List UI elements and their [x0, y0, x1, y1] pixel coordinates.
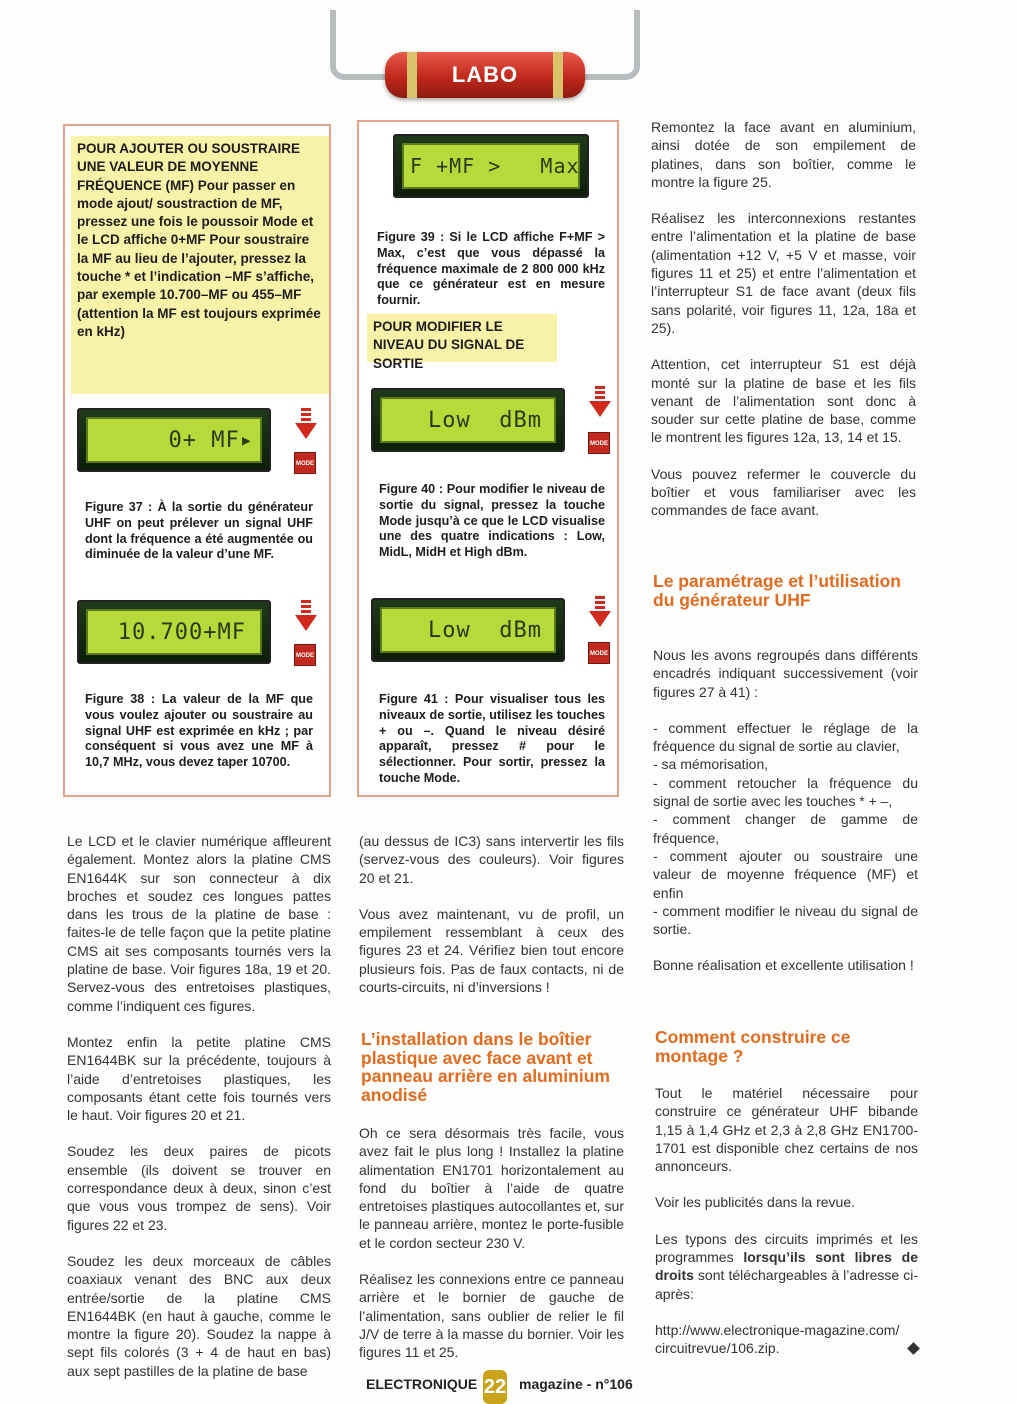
- section-heading: Le paramétrage et l’utilisation du générateur UHF: [653, 571, 901, 610]
- lcd-figure-41: [371, 598, 565, 662]
- section-heading: Comment construire ce montage ?: [655, 1027, 851, 1066]
- list-item: - sa mémorisation,: [653, 756, 769, 773]
- mode-key-icon: MODE: [588, 642, 610, 664]
- figure-39-caption: Figure 39 : Si le LCD affiche F+MF > Max, c’est que vous dépassé la fréquence maximale de 2 800 000 kHz que ce générateur est en mesure fournir.: [377, 230, 605, 308]
- paragraph: Tout le matériel nécessaire pour construire ce générateur UHF bibande 1,15 à 1,4 GHz et 2,3 à 2,8 GHz EN1700-1701 est disponible chez certains de nos annonceurs.: [655, 1085, 918, 1175]
- list-item: - comment ajouter ou soustraire une valeur de moyenne fréquence (MF) et enfin: [653, 847, 918, 901]
- issue-label: magazine - n°106: [519, 1376, 633, 1392]
- figure-40-caption: Figure 40 : Pour modifier le niveau de sortie du signal, pressez la touche Mode jusqu’à ce que le LCD visualise une des quatre indications : Low, MidL, MidH et High dBm.: [379, 482, 605, 560]
- list-item: - comment retoucher la fréquence du signal de sortie avec les touches * + –,: [653, 774, 918, 810]
- resistor-lead-left: [330, 10, 390, 80]
- section-label-text: LABO: [451, 62, 519, 87]
- down-arrow-icon: [589, 386, 611, 420]
- list-item: - comment changer de gamme de fréquence,: [653, 811, 918, 846]
- down-arrow-icon: [295, 600, 317, 634]
- middle-column-lower: [359, 1124, 624, 1380]
- paragraph: Vous pouvez refermer le couvercle du boîtier et vous familiariser avec les commandes de face avant.: [651, 465, 916, 519]
- paragraph: Vous avez maintenant, vu de profil, un empilement ressemblant à ceux des figures 23 et 24. Vérifiez bien tout encore plusieurs fois. Pas de faux contacts, ni de courts-circuits, ni d’inversions !: [359, 905, 624, 996]
- mode-key-icon: MODE: [294, 644, 316, 666]
- mode-key-icon: MODE: [294, 452, 316, 474]
- list-item: - comment modifier le niveau du signal de sortie.: [653, 902, 918, 938]
- paragraph: Réalisez les interconnexions restantes entre l’alimentation et la platine de base (alimentation +12 V, +5 V et masse, voir figures 11 et 25) et entre l’alimentation et l’interrupteur S1 de face avant (deux fils sans polarité, voir figures 11, 12a, 18a et 25).: [651, 210, 916, 336]
- lcd-figure-39: [393, 134, 589, 198]
- right-column: [651, 118, 916, 538]
- paragraph: Bonne réalisation et excellente utilisation !: [653, 957, 914, 974]
- right-column-bottom: [655, 1084, 918, 1376]
- lcd-38-text: 10.700+MF: [117, 619, 246, 645]
- middle-column: [359, 832, 624, 1014]
- feature-list: [653, 719, 918, 939]
- paragraph: Attention, cet interrupteur S1 est déjà monté sur la platine de base et les fils venant de l’alimentation sont donc à souder sur cette platine de base, comme le montrent les figures 12a, 13, 14 et 15.: [651, 356, 916, 446]
- figure-38-caption: Figure 38 : La valeur de la MF que vous voulez ajouter ou soustraire au signal UHF est exprimée en kHz ; par conséquent si vous avez une MF à 10,7 MHz, vous devez taper 10700.: [85, 692, 313, 770]
- paragraph: Voir les publicités dans la revue.: [655, 1194, 855, 1211]
- page-footer: [366, 1374, 646, 1400]
- paragraph: Nous les avons regroupés dans différents encadrés indiquant successivement (voir figures 27 à 41) :: [653, 647, 918, 700]
- lcd-37-text: 0+ MF▸: [168, 427, 254, 453]
- section-heading: L’installation dans le boîtier plastique avec face avant et panneau arrière en aluminium anodisé: [361, 1029, 610, 1105]
- lcd-figure-37: [77, 408, 271, 472]
- lcd-figure-40: [371, 388, 565, 452]
- paragraph: Remontez la face avant en aluminium, ainsi dotée de son empilement de platines, dans son boîtier, comme le montre la figure 25.: [651, 119, 916, 190]
- mode-key-icon: MODE: [588, 432, 610, 454]
- paragraph: Le LCD et le clavier numérique affleurent également. Montez alors la platine CMS EN1644K sur son connecteur à dix broches et soudez ces longues pattes dans les trous de la platine de base : faites-le de telle façon que la petite platine CMS ait ses composants tournés vers la platine de base. Voir figures 18a, 19 et 20. Servez-vous des entretoises plastiques, comme l’indiquent ces figures.: [67, 833, 331, 1014]
- info-box-level: [357, 120, 619, 797]
- lcd-39-text: F +MF > Max: [410, 154, 580, 178]
- paragraph: Montez enfin la petite platine CMS EN1644BK sur la précédente, toujours à l’aide d’entretoises plastiques, les composants étant cette fois tournés vers le haut. Voir figures 20 et 21.: [67, 1033, 331, 1124]
- page-number: 22: [483, 1370, 507, 1404]
- paragraph: Soudez les deux morceaux de câbles coaxiaux venant des BNC aux deux entrée/sortie de la platine CMS EN1644BK (en haut à gauche, comme le montre la figure 20). Soudez la nappe à sept fils colorés (3 + 4 de haut en bas) aux sept pastilles de la platine de base: [67, 1252, 331, 1379]
- end-mark-icon: [907, 1342, 920, 1355]
- magazine-name: ELECTRONIQUE: [366, 1376, 478, 1392]
- download-link[interactable]: http://www.electronique-magazine.com/ circuitrevue/106.zip.: [655, 1321, 918, 1358]
- down-arrow-icon: [589, 596, 611, 630]
- paragraph: (au dessus de IC3) sans intervertir les fils (servez-vous des couleurs). Voir figures 20 et 21.: [359, 833, 624, 886]
- down-arrow-icon: [295, 408, 317, 442]
- paragraph: Les typons des circuits imprimés et les programmes lorsqu’ils sont libres de droits sont téléchargeables à l’adresse ci-après:: [655, 1230, 918, 1302]
- lcd-40-text: Low dBm: [428, 407, 542, 433]
- header-resistor: [330, 10, 640, 100]
- section-label: [385, 52, 585, 98]
- info-box-mf: [63, 124, 331, 797]
- level-heading: POUR MODIFIER LE NIVEAU DU SIGNAL DE SORTIE: [367, 314, 557, 362]
- paragraph: Oh ce sera désormais très facile, vous avez fait le plus long ! Installez la platine alimentation EN1701 horizontalement au fond du boîtier à l’aide de quatre entretoises plastiques autocollantes et, sur le panneau arrière, montez le porte-fusible et le cordon secteur 230 V.: [359, 1125, 624, 1251]
- lcd-figure-38: [77, 600, 271, 664]
- left-column: [67, 832, 331, 1398]
- figure-41-caption: Figure 41 : Pour visualiser tous les niveaux de sortie, utilisez les touches + ou –. Quand le niveau désiré apparaît, pressez # pour le sélectionner. Pour sortir, pressez la touche Mode.: [379, 692, 605, 785]
- list-item: - comment effectuer le réglage de la fréquence du signal de sortie au clavier,: [653, 719, 918, 755]
- paragraph: Réalisez les connexions entre ce panneau arrière et le bornier de gauche de l’alimentation, sans oublier de relier le fil J/V de terre à la masse du bornier. Voir les figures 11 et 25.: [359, 1271, 624, 1361]
- lcd-41-text: Low dBm: [428, 617, 542, 643]
- resistor-lead-right: [580, 10, 640, 80]
- paragraph: Soudez les deux paires de picots ensemble (ils doivent se trouver en correspondance deux à deux, sinon c’est que vous vous trompez de sens). Voir figures 22 et 23.: [67, 1143, 331, 1233]
- figure-37-caption: Figure 37 : À la sortie du générateur UHF on peut prélever un signal UHF dont la fréquence a été augmentée ou diminuée de la valeur d’une MF.: [85, 500, 313, 562]
- mf-instructions: POUR AJOUTER OU SOUSTRAIRE UNE VALEUR DE MOYENNE FRÉQUENCE (MF) Pour passer en mode ajout/ soustraction de MF, pressez une fois le poussoir Mode et le LCD affiche 0+MF Pour soustraire la MF au lieu de l’ajouter, pressez la touche * et l’indication –MF s’affiche, par exemple 10.700–MF ou 455–MF (attention la MF est toujours exprimée en kHz): [71, 136, 329, 394]
- right-column-lower: [653, 646, 918, 993]
